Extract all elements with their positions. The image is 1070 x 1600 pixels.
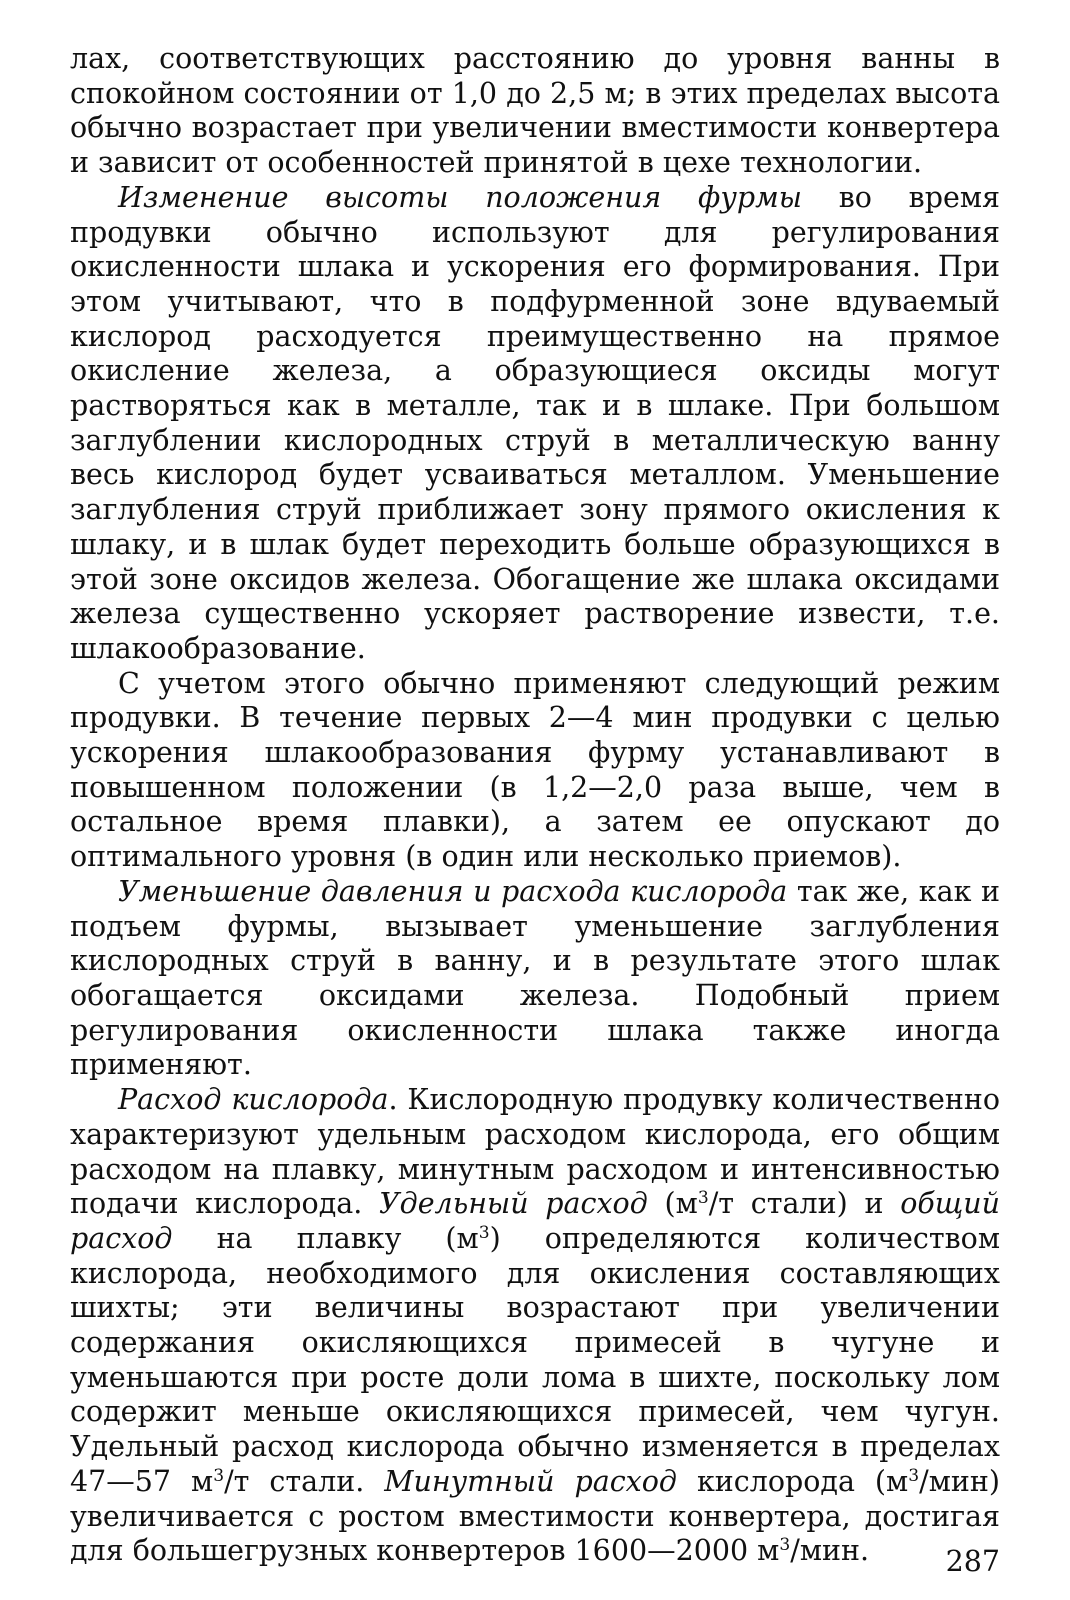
superscript: 3 <box>478 1222 490 1243</box>
italic-term-tuyere-height: Изменение высоты положения фурмы <box>118 180 802 214</box>
superscript: 3 <box>908 1465 920 1486</box>
text-segment: /т стали. <box>224 1464 385 1498</box>
page-number: 287 <box>945 1545 1000 1578</box>
paragraph-tuyere-height-text: во время продувки обычно используют для регулирования окисленности шлака и ускорения его формирования. При этом учитывают, что в подфурменной зоне вдуваемый кислород расходуется преимущественно на прямое окисление железа, а образующиеся оксиды могут растворяться как в металле, так и в шлаке. При большом заглублении кислородных струй в металлическую ванну весь кислород будет усваиваться металлом. Уменьшение заглубления струй приближает зону прямого окисления к шлаку, и в шлак будет переходить больше образующихся в этой зоне оксидов железа. Обогащение же шлака оксидами железа существенно ускоряет растворение извести, т.е. шлакообразование. <box>70 180 1000 665</box>
superscript: 3 <box>697 1187 709 1208</box>
paragraph-1 <box>70 42 1000 181</box>
text-segment: /т стали) и <box>708 1187 901 1221</box>
text-segment: /мин) увеличивается с ростом вместимости конвертера, достигая для большегрузных конвертеров 1600—2000 м <box>70 1464 1000 1568</box>
paragraph-1-text: лах, соответствующих расстоянию до уровня ванны в спокойном состоянии от 1,0 до 2,5 м; в этих пределах высота обычно возрастает при увеличении вместимости конвертера и зависит от особенностей принятой в цехе технологии. <box>70 42 1000 180</box>
italic-term-minute-consumption: Минутный расход <box>384 1464 677 1498</box>
paragraph-blowing-mode <box>70 667 1000 875</box>
superscript: 3 <box>213 1465 225 1486</box>
italic-term-specific-consumption: Удельный расход <box>379 1187 648 1221</box>
paragraph-pressure-reduction <box>70 875 1000 1083</box>
text-segment: ) определяются количеством кислорода, необходимого для окисления составляющих шихты; эти величины возрастают при увеличении содержания окисляющихся примесей в чугуне и уменьшаются при росте доли лома в шихте, поскольку лом содержит меньше окисляющихся примесей, чем чугун. Удельный расход кислорода обычно изменяется в пределах 47—57 м <box>70 1221 1001 1498</box>
text-segment: кислорода (м <box>676 1464 909 1498</box>
paragraph-blowing-mode-text: С учетом этого обычно применяют следующий режим продувки. В течение первых 2—4 мин продувки с целью ускорения шлакообразования фурму устанавливают в повышенном положении (в 1,2—2,0 раза выше, чем в остальное время плавки), а затем ее опускают до оптимального уровня (в один или несколько приемов). <box>70 666 1000 874</box>
paragraph-oxygen-consumption <box>70 1083 1000 1569</box>
text-segment: /мин. <box>790 1534 870 1568</box>
italic-term-oxygen-consumption: Расход кислорода <box>118 1083 389 1117</box>
italic-term-total-consumption: общий расход <box>70 1187 1000 1255</box>
paragraph-tuyere-height <box>70 181 1000 667</box>
text-segment: на плавку (м <box>172 1221 479 1255</box>
superscript: 3 <box>779 1534 791 1555</box>
page-text <box>70 42 1000 1569</box>
paragraph-pressure-reduction-text: так же, как и подъем фурмы, вызывает уменьшение заглубления кислородных струй в ванну, и в результате этого шлак обогащается оксидами железа. Подобный прием регулирования окисленности шлака также иногда применяют. <box>70 874 1000 1082</box>
text-segment: . Кислородную продувку количественно характеризуют удельным расходом кислорода, его общим расходом на плавку, минутным расходом и интенсивностью подачи кислорода. <box>70 1083 1000 1221</box>
italic-term-pressure-reduction: Уменьшение давления и расхода кислорода <box>118 874 788 908</box>
text-segment: (м <box>647 1187 698 1221</box>
